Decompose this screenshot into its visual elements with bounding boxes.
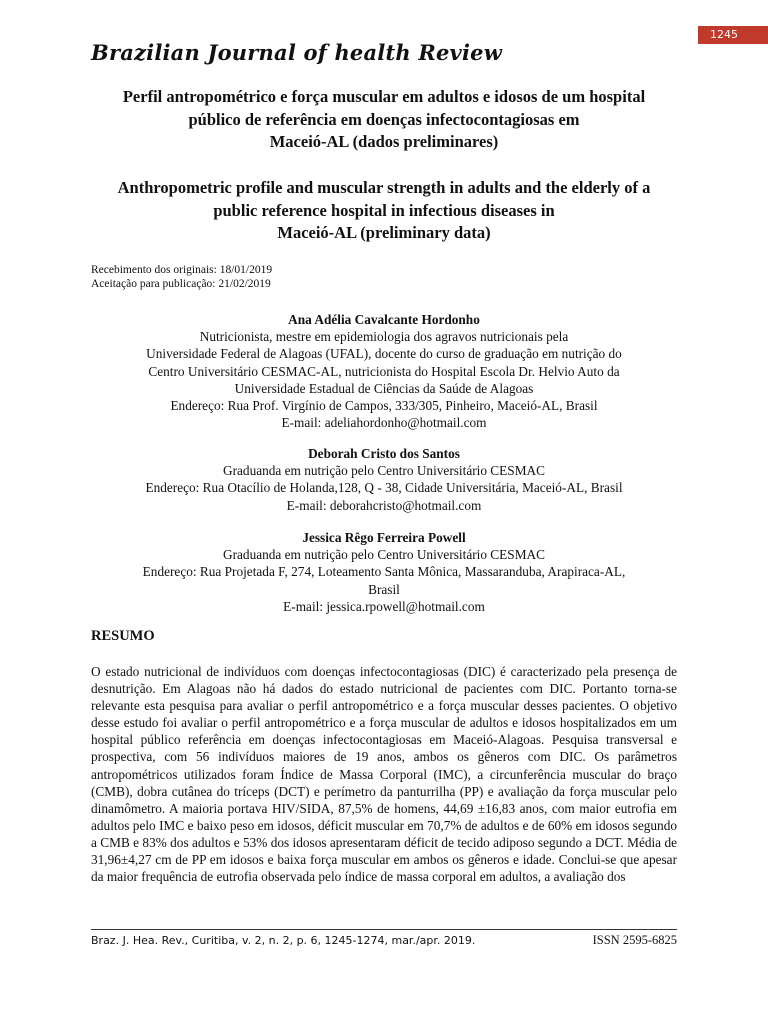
footer-citation: Braz. J. Hea. Rev., Curitiba, v. 2, n. 2, p. 6, 1245-1274, mar./apr. 2019. [91,934,476,947]
author-block-1 [91,311,677,431]
title-en-line: Maceió-AL (preliminary data) [277,223,491,242]
author-name: Ana Adélia Cavalcante Hordonho [288,312,480,327]
author-address: Brasil [368,581,400,597]
author-affiliation-line: Universidade Estadual de Ciências da Saúde de Alagoas [234,380,534,396]
title-en-line: Anthropometric profile and muscular strength in adults and the elderly of a [117,178,651,197]
title-en-line: public reference hospital in infectious diseases in [213,200,555,220]
author-address: Endereço: Rua Projetada F, 274, Loteamento Santa Mônica, Massaranduba, Arapiraca-AL, [142,564,626,580]
author-name: Jessica Rêgo Ferreira Powell [302,530,466,545]
page-number-badge: 1245 [698,26,768,44]
received-date: Recebimento dos originais: 18/01/2019 [91,264,273,276]
footer-divider [91,929,677,930]
accepted-date: Aceitação para publicação: 21/02/2019 [91,277,271,290]
footer-issn: ISSN 2595-6825 [592,933,677,947]
author-email: E-mail: adeliahordonho@hotmail.com [281,415,487,431]
author-affiliation-line: Nutricionista, mestre em epidemiologia dos agravos nutricionais pela [199,329,569,345]
title-pt-line: Perfil antropométrico e força muscular em adultos e idosos de um hospital [122,87,646,106]
resumo-heading: RESUMO [91,628,155,644]
journal-name: Brazilian Journal of health Review [91,40,502,65]
title-pt-line: Maceió-AL (dados preliminares) [269,132,499,151]
author-name: Deborah Cristo dos Santos [308,446,460,461]
author-address: Endereço: Rua Otacílio de Holanda,128, Q - 38, Cidade Universitária, Maceió-AL, Brasil [145,480,623,496]
title-pt-line: público de referência em doenças infectocontagiosas em [188,109,580,129]
author-affiliation-line: Centro Universitário CESMAC-AL, nutricionista do Hospital Escola Dr. Helvio Auto da [148,363,620,379]
author-affiliation-line: Graduanda em nutrição pelo Centro Universitário CESMAC [222,547,545,563]
title-english [91,177,677,245]
title-portuguese [91,86,677,154]
author-block-2 [91,445,677,514]
author-email: E-mail: jessica.rpowell@hotmail.com [283,598,485,614]
resumo-text: O estado nutricional de indivíduos com doenças infectocontagiosas (DIC) é caracterizado pela presença de desnutrição. Em Alagoas não há dados do estado nutricional de pacientes com DIC. Portanto torna-se relevante esta pesquisa para avaliar o perfil antropométrico e a força muscular desses pacientes. O objetivo desse estudo foi avaliar o perfil antropométrico e a força muscular de adultos e idosos hospitalizados em um hospital público referência em doenças infectocontagiosas em Maceió-Alagoas. Pesquisa transversal e prospectiva, com 56 indivíduos maiores de 19 anos, ambos os gêneros com DIC. Os parâmetros antropométricos utilizados foram Índice de Massa Corporal (IMC), a circunferência muscular do braço (CMB), dobra cutânea do tríceps (DCT) e perímetro da panturrilha (PP) e avaliação da força muscular pelo dinamômetro. A maioria portava HIV/SIDA, 87,5% de homens, 44,69 ±16,83 anos, com maior eutrofia em adultos pelo IMC e baixo peso em idosos, déficit muscular em 70,7% de adultos e de 60% em idosos segundo a CMB e 83% dos adultos e 53% dos idosos apresentaram déficit de tecido adiposo segundo a DCT. Média de 31,96±4,27 cm de PP em idosos e baixa força muscular em ambos os gêneros e idade. Conclui-se que apesar da maior frequência de eutrofia observada pelo índice de massa corporal em adultos, a avaliação dos [91,664,677,885]
author-block-3 [91,529,677,615]
author-address: Endereço: Rua Prof. Virgínio de Campos, 333/305, Pinheiro, Maceió-AL, Brasil [170,398,598,414]
author-affiliation-line: Graduanda em nutrição pelo Centro Universitário CESMAC [222,463,545,479]
submission-dates [91,264,677,291]
author-email: E-mail: deborahcristo@hotmail.com [286,497,482,513]
author-affiliation-line: Universidade Federal de Alagoas (UFAL), docente do curso de graduação em nutrição do [146,346,622,362]
